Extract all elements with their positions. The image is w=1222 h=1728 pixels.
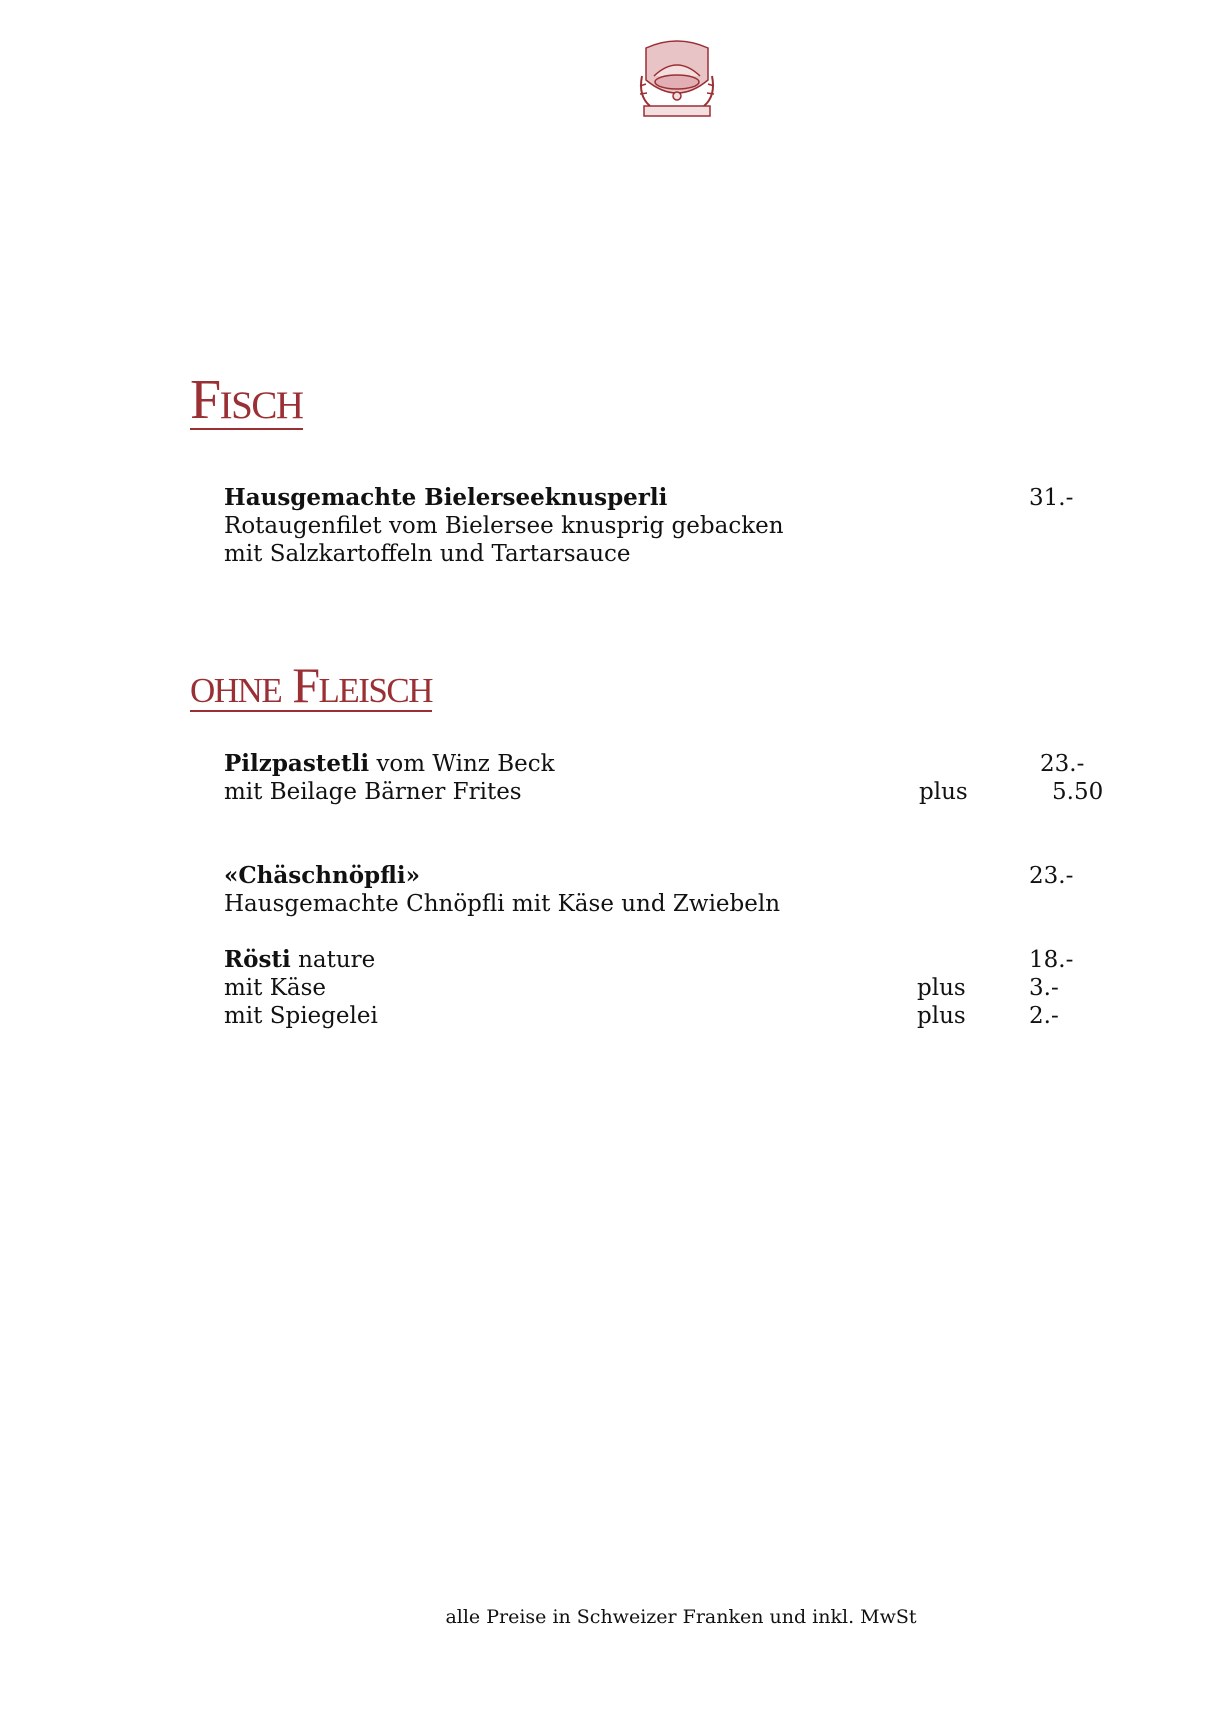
price-footnote: alle Preise in Schweizer Franken und inkl. MwSt bbox=[445, 1606, 917, 1628]
section-title-fisch: Fisch bbox=[190, 369, 303, 431]
section-title-ohne-fleisch: ohne Fleisch bbox=[190, 657, 433, 713]
menu-item-price: 18.- bbox=[1029, 947, 1074, 973]
menu-item-name: Pilzpastetli vom Winz Beck bbox=[224, 750, 555, 777]
menu-item-price: 31.- bbox=[1029, 485, 1074, 511]
extra-price: 3.- bbox=[1029, 975, 1059, 1001]
menu-item-description: Rotaugenfilet vom Bielersee knusprig gebacken bbox=[224, 513, 784, 539]
restaurant-logo bbox=[636, 36, 718, 122]
plus-label: plus bbox=[917, 1003, 966, 1029]
menu-item-name: «Chäschnöpfli» bbox=[224, 862, 420, 889]
extra-price: 5.50 bbox=[1052, 779, 1104, 805]
menu-item-description: Hausgemachte Chnöpfli mit Käse und Zwiebeln bbox=[224, 891, 781, 917]
plus-label: plus bbox=[917, 975, 966, 1001]
menu-item-extra: mit Käse bbox=[224, 975, 327, 1001]
menu-item-price: 23.- bbox=[1029, 863, 1074, 889]
plus-label: plus bbox=[919, 779, 968, 805]
menu-item-extra: mit Spiegelei bbox=[224, 1003, 378, 1029]
menu-item-description: mit Salzkartoffeln und Tartarsauce bbox=[224, 541, 631, 567]
menu-item-extra: mit Beilage Bärner Frites bbox=[224, 779, 522, 805]
menu-item-name: Hausgemachte Bielerseeknusperli bbox=[224, 484, 668, 511]
menu-item-price: 23.- bbox=[1040, 751, 1085, 777]
extra-price: 2.- bbox=[1029, 1003, 1059, 1029]
menu-item-name: Rösti nature bbox=[224, 946, 376, 973]
